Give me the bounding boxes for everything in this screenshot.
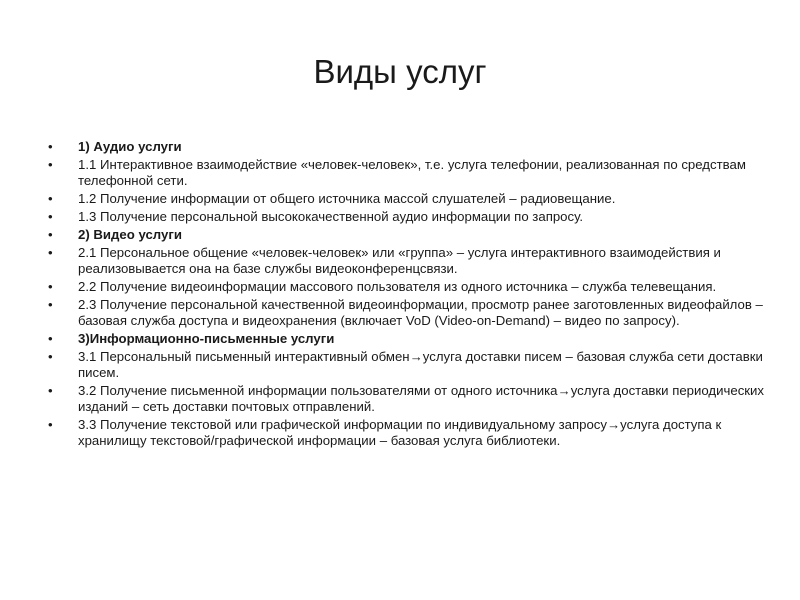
section-heading: [40, 331, 770, 347]
bullet-icon: •: [48, 383, 53, 398]
bullet-icon: •: [48, 279, 53, 294]
bullet-icon: •: [48, 191, 53, 206]
list-item: [40, 191, 770, 207]
list-item-text: 1.2 Получение информации от общего источника массой слушателей – радиовещание.: [78, 191, 616, 206]
bullet-icon: •: [48, 417, 53, 432]
bullet-icon: •: [48, 349, 53, 364]
section-heading: [40, 227, 770, 243]
bullet-icon: •: [48, 331, 53, 346]
bullet-icon: •: [48, 209, 53, 224]
bullet-icon: •: [48, 297, 53, 312]
list-item-text: 1) Аудио услуги: [78, 139, 182, 154]
list-item-text: 2.2 Получение видеоинформации массового пользователя из одного источника – служба телевещания.: [78, 279, 717, 294]
bullet-icon: •: [48, 245, 53, 260]
list-item-text: 3.2 Получение письменной информации пользователями от одного источника→услуга доставки периодических изданий – сеть доставки почтовых отправлений.: [78, 383, 765, 414]
list-item: [40, 157, 770, 189]
list-item: [40, 209, 770, 225]
bullet-icon: •: [48, 227, 53, 242]
list-item-text: 3)Информационно-письменные услуги: [78, 331, 335, 346]
list-item-text: 1.3 Получение персональной высококачественной аудио информации по запросу.: [78, 209, 584, 224]
list-item: [40, 245, 770, 277]
list-item-text: 2.3 Получение персональной качественной видеоинформации, просмотр ранее заготовленных видеофайлов – базовая служба доступа и видеохранения (включает VoD (Video-on-Demand) – видео по запросу).: [78, 297, 763, 328]
bullet-list: [40, 139, 770, 451]
section-heading: [40, 139, 770, 155]
list-item: [40, 383, 770, 415]
list-item: [40, 279, 770, 295]
list-item-text: 3.1 Персональный письменный интерактивный обмен→услуга доставки писем – базовая служба сети доставки писем.: [78, 349, 763, 380]
bullet-icon: •: [48, 139, 53, 154]
list-item-text: 2) Видео услуги: [78, 227, 182, 242]
list-item: [40, 297, 770, 329]
list-item: [40, 417, 770, 449]
bullet-icon: •: [48, 157, 53, 172]
list-item: [40, 349, 770, 381]
list-item-text: 3.3 Получение текстовой или графической информации по индивидуальному запросу→услуга доступа к хранилищу текстовой/графической информации – базовая услуга библиотеки.: [78, 417, 722, 448]
list-item-text: 2.1 Персональное общение «человек-человек» или «группа» – услуга интерактивного взаимодействия и реализовывается она на базе службы видеоконференцсвязи.: [78, 245, 721, 276]
slide-title: Виды услуг: [313, 53, 487, 90]
list-item-text: 1.1 Интерактивное взаимодействие «человек-человек», т.е. услуга телефонии, реализованная по средствам телефонной сети.: [78, 157, 746, 188]
